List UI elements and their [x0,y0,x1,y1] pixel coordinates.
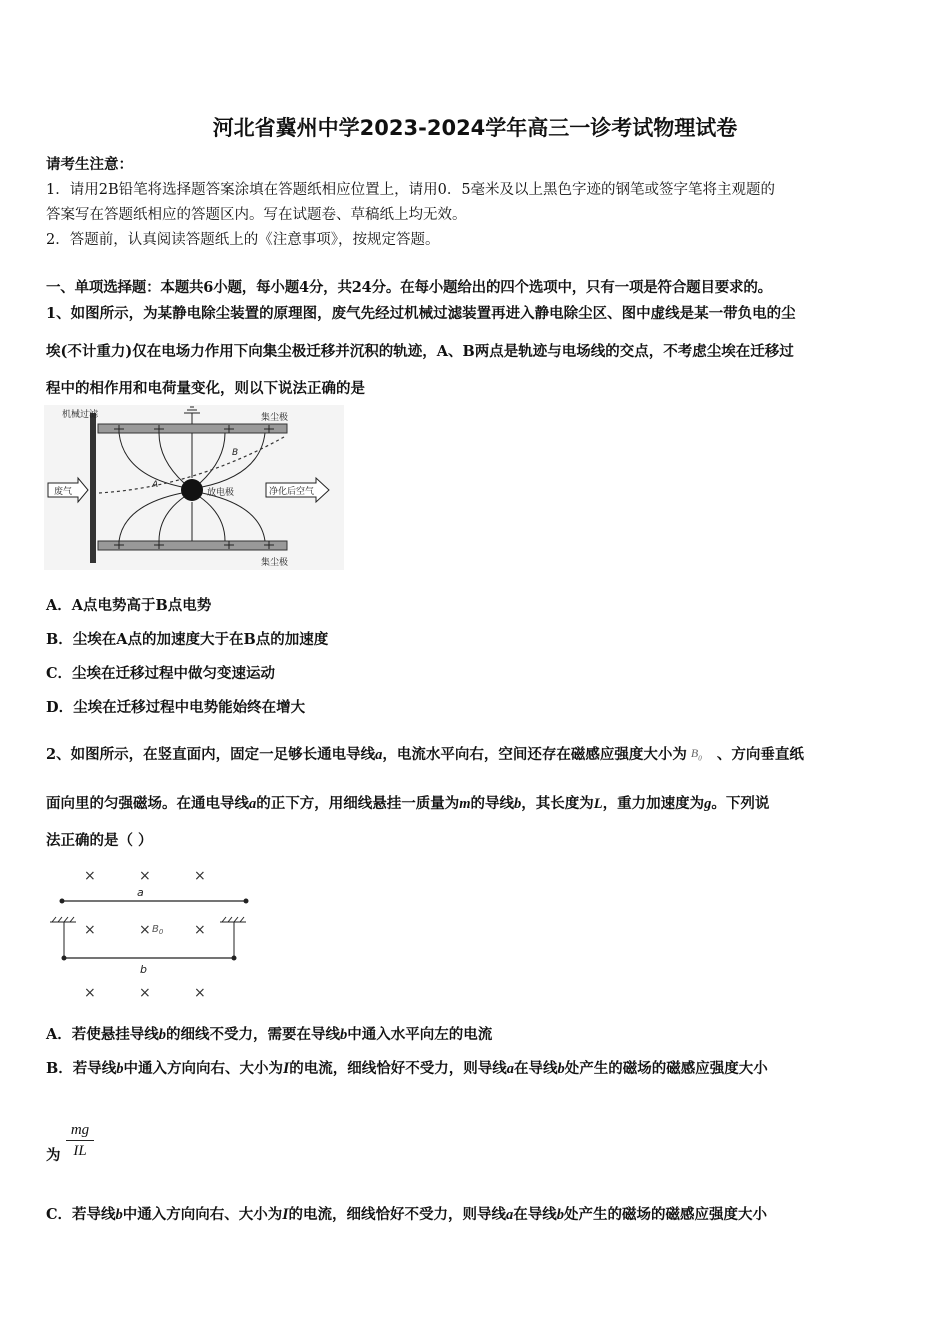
label-electrode: 放电极 [207,488,235,498]
notice-line-1: 1．请用2B铅笔将选择题答案涂填在答题纸相应位置上，请用0．5毫米及以上黑色字迹的钢笔或签字笔将主观题的 [46,182,776,198]
q2-text-line-2: 面向里的匀强磁场。在通电导线a的正下方，用细线悬挂一质量为m的导线b，其长度为L，重力加速度为g。下列说 [46,795,770,812]
q2-text-line-1: 2、如图所示，在竖直面内，固定一足够长通电导线a，电流水平向右，空间还存在磁感应强度大小为 $B_0$ 、方向垂直纸 [46,746,804,763]
wire-b-end-right [232,956,237,961]
svg-text:×: × [194,985,206,1001]
wire-b-end-left [62,956,67,961]
b0-symbol: $B_0$ [690,746,702,763]
q1-text-line-3: 程中的相作用和电荷量变化，则以下说法正确的是 [46,380,365,397]
label-collector-bottom: 集尘极 [261,558,289,568]
label-b0: $B_0$ [152,924,164,936]
label-wire-a: a [137,886,144,899]
wire-a-end-right [244,899,249,904]
q2-option-a[interactable]: A．若使悬挂导线b的细线不受力，需要在导线b中通入水平向左的电流 [46,1026,493,1043]
svg-text:×: × [84,985,96,1001]
q1-text-line-2: 埃(不计重力)仅在电场力作用下向集尘极迁移并沉积的轨迹，A、B两点是轨迹与电场线的交点，不考虑尘埃在迁移过 [46,343,794,360]
label-wire-b: b [140,963,147,976]
svg-text:×: × [139,985,151,1001]
fraction-bar [66,1140,94,1141]
svg-text:×: × [139,922,151,938]
label-filter: 机械过滤 [62,410,99,420]
filter-wall [90,413,96,563]
label-point-a: A [152,480,159,490]
field-crosses [84,868,206,1001]
ceiling-hatch-left [50,917,76,922]
svg-text:×: × [139,868,151,884]
page-title: 河北省冀州中学2023-2024学年高三一诊考试物理试卷 [212,116,738,140]
collector-plate-bottom [98,541,287,550]
label-clean-air: 净化后空气 [269,487,315,497]
q1-figure-precipitator [44,405,344,570]
svg-text:×: × [84,922,96,938]
label-collector-top: 集尘极 [261,413,289,423]
q1-option-a[interactable]: A．A点电势高于B点电势 [46,597,212,614]
q2-option-c[interactable]: C．若导线b中通入方向向右、大小为I的电流，细线恰好不受力，则导线a在导线b处产生的磁场的磁感应强度大小 [46,1206,768,1223]
q1-option-c[interactable]: C．尘埃在迁移过程中做匀变速运动 [46,665,276,682]
q1-option-d[interactable]: D．尘埃在迁移过程中电势能始终在增大 [46,699,306,716]
q1-option-b[interactable]: B．尘埃在A点的加速度大于在B点的加速度 [46,631,329,648]
ceiling-hatch-right [220,917,246,922]
svg-text:×: × [194,922,206,938]
fraction-mg-over-il [66,1121,94,1160]
wire-a-end-left [60,899,65,904]
fraction-numerator: mg [70,1122,90,1138]
q2-option-b-wei: 为 [46,1147,61,1164]
fraction-denominator: IL [73,1143,87,1159]
section-heading: 一、单项选择题：本题共6小题，每小题4分，共24分。在每小题给出的四个选项中，只有一项是符合题目要求的。 [46,279,772,296]
svg-text:×: × [84,868,96,884]
notice-line-2: 答案写在答题纸相应的答题区内。写在试题卷、草稿纸上均无效。 [46,207,467,223]
discharge-electrode [181,479,203,501]
q2-text-line-3: 法正确的是（ ） [46,832,153,849]
notice-heading: 请考生注意： [46,156,133,173]
label-point-b: B [232,448,239,458]
q1-text-line-1: 1、如图所示，为某静电除尘装置的原理图，废气先经过机械过滤装置再进入静电除尘区、图中虚线是某一带负电的尘 [46,305,796,322]
notice-line-3: 2．答题前，认真阅读答题纸上的《注意事项》，按规定答题。 [46,232,440,248]
q2-option-b[interactable]: B．若导线b中通入方向向右、大小为I的电流，细线恰好不受力，则导线a在导线b处产生的磁场的磁感应强度大小 [46,1060,768,1077]
q2-figure-wires [44,860,254,1005]
collector-plate-top [98,424,287,433]
label-exhaust: 废气 [54,487,73,497]
svg-text:×: × [194,868,206,884]
